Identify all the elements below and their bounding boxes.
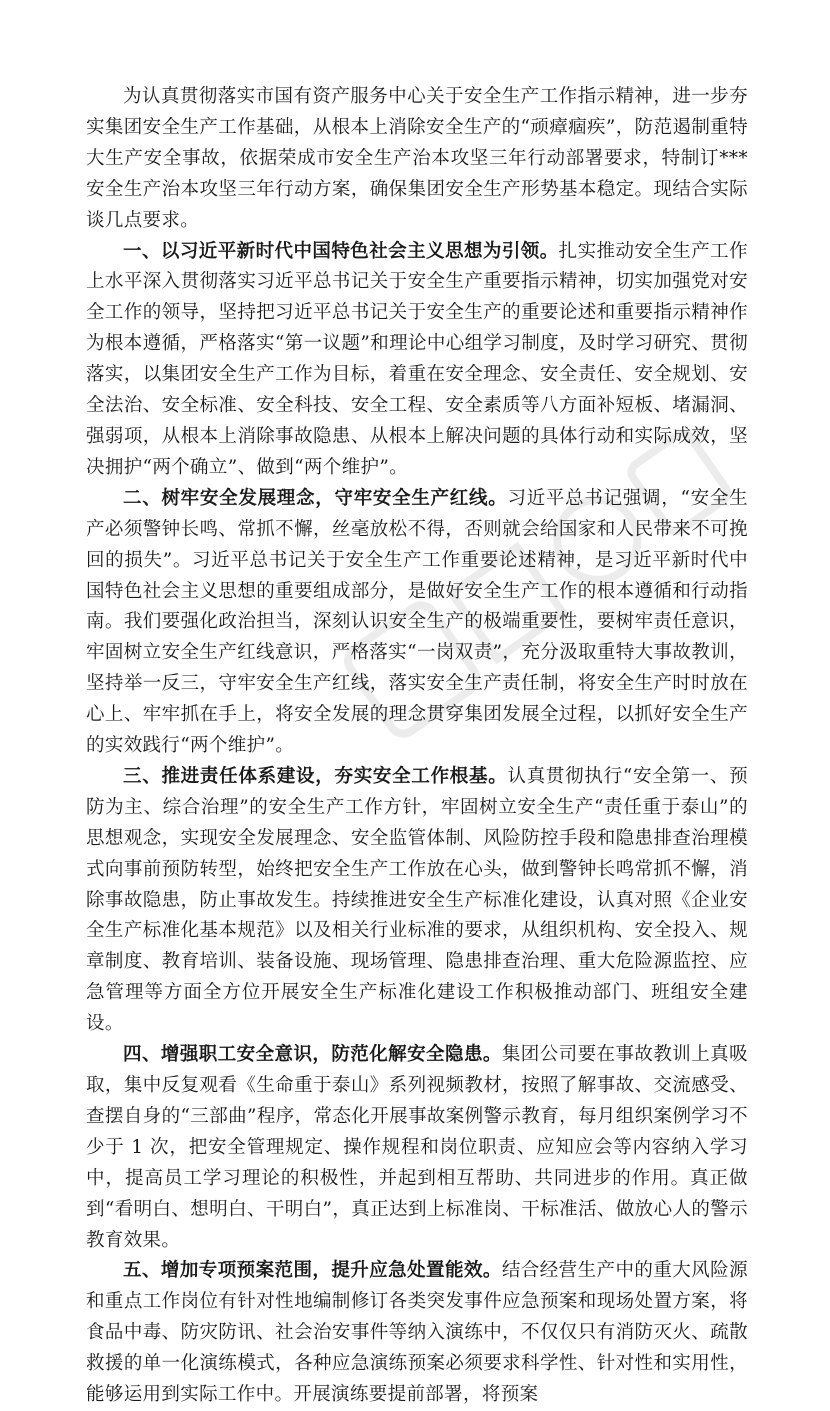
section-4-heading: 四、增强职工安全意识，防范化解安全隐患。 [123,1044,502,1066]
section-3-body: 认真贯彻执行“安全第一、预防为主、综合治理”的安全生产工作方针，牢固树立安全生产“责任重于泰山”的思想观念，实现安全发展理念、安全监管体制、风险防控手段和隐患排查治理模式向事前预防转型，始终把安全生产工作放在心头，做到警钟长鸣常抓不懈，消除事故隐患，防止事故发生。持续推进安全生产标准化建设，认真对照《企业安全生产标准化基本规范》以及相关行业标准的要求，从组织机构、安全投入、规章制度、教育培训、装备设施、现场管理、隐患排查治理、重大危险源监控、应急管理等方面全方位开展安全生产标准化建设工作积极推动部门、班组安全建设。 [86,765,748,1035]
section-4-body: 集团公司要在事故教训上真吸取，集中反复观看《生命重于泰山》系列视频教材，按照了解事故、交流感受、查摆自身的“三部曲”程序，常态化开展事故案例警示教育，每月组织案例学习不少于 1 次，把安全管理规定、操作规程和岗位职责、应知应会等内容纳入学习中，提高员工学习理论的积极性，并起到相互帮助、共同进步的作用。真正做到“看明白、想明白、干明白”，真正达到上标准岗、干标准活、做放心人的警示教育效果。 [86,1044,748,1251]
section-5-heading: 五、增加专项预案范围，提升应急处置能效。 [123,1260,502,1282]
section-5-paragraph [86,1256,748,1411]
section-1-body: 扎实推动安全生产工作上水平深入贯彻落实习近平总书记关于安全生产重要指示精神，切实加强党对安全工作的领导，坚持把习近平总书记关于安全生产的重要论述和重要指示精神作为根本遵循，严格落实“第一议题”和理论中心组学习制度，及时学习研究、贯彻落实，以集团安全生产工作为目标，着重在安全理念、安全责任、安全规划、安全法治、安全标准、安全科技、安全工程、安全素质等八方面补短板、堵漏洞、强弱项，从根本上消除事故隐患、从根本上解决问题的具体行动和实际成效，坚决拥护“两个确立”、做到“两个维护”。 [86,240,748,478]
section-1-heading: 一、以习近平新时代中国特色社会主义思想为引领。 [123,240,559,262]
section-5-body: 结合经营生产中的重大风险源和重点工作岗位有针对性地编制修订各类突发事件应急预案和现场处置方案，将食品中毒、防灾防讯、社会治安事件等纳入演练中，不仅仅只有消防灭火、疏散救援的单一化演练模式，各种应急演练预案必须要求科学性、针对性和实用性，能够运用到实际工作中。开展演练要提前部署，将预案 [86,1260,748,1406]
section-2-heading: 二、树牢安全发展理念，守牢安全生产红线。 [123,487,508,509]
document-body [86,82,748,1411]
section-2-body: 习近平总书记强调，“安全生产必须警钟长鸣、常抓不懈，丝毫放松不得，否则就会给国家和人民带来不可挽回的损失”。习近平总书记关于安全生产工作重要论述精神，是习近平新时代中国特色社会主义思想的重要组成部分，是做好安全生产工作的根本遵循和行动指南。我们要强化政治担当，深刻认识安全生产的极端重要性，要树牢责任意识，牢固树立安全生产红线意识，严格落实“一岗双责”，充分汲取重特大事故教训，坚持举一反三，守牢安全生产红线，落实安全生产责任制，将安全生产时时放在心上、牢牢抓在手上，将安全发展的理念贯穿集团发展全过程，以抓好安全生产的实效践行“两个维护”。 [86,487,748,757]
section-3-heading: 三、推进责任体系建设，夯实安全工作根基。 [123,765,508,787]
section-1-paragraph [86,237,748,484]
section-2-paragraph [86,484,748,762]
section-3-paragraph [86,762,748,1040]
intro-paragraph: 为认真贯彻落实市国有资产服务中心关于安全生产工作指示精神，进一步夯实集团安全生产工作基础，从根本上消除安全生产的“顽瘴痼疾”，防范遏制重特大生产安全事故，依据荣成市安全生产治本攻坚三年行动部署要求，特制订***安全生产治本攻坚三年行动方案，确保集团安全生产形势基本稳定。现结合实际谈几点要求。 [86,86,748,231]
section-4-paragraph [86,1040,748,1256]
